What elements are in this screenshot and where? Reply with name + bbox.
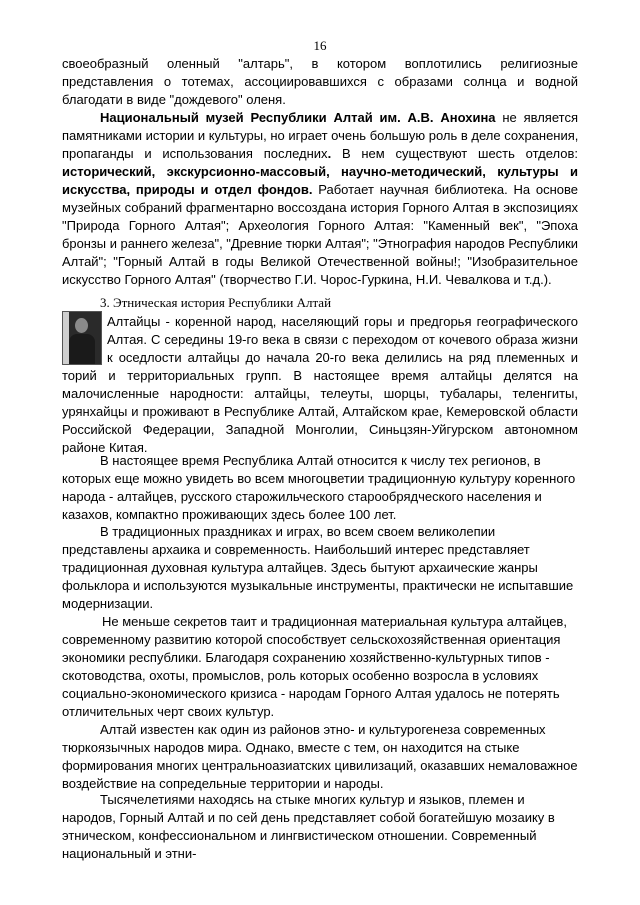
text-line: искусства, природы и отдел фондов. Работает научная библиотека. На основе xyxy=(62,182,579,197)
text-line: Тысячелетиями находясь на стыке многих культур и языков, племен и xyxy=(100,792,525,807)
text-line: Алтая. С середины 19-го века в связи с переходом от кочевого образа жизни xyxy=(107,332,578,347)
text-line: традиционная духовная культура алтайцев. Здесь бытуют архаические жанры xyxy=(62,560,538,575)
text-line: благодати в виде "дождевого" оленя. xyxy=(62,92,286,107)
museum-name: Национальный музей Республики Алтай им. А.В. Анохина xyxy=(100,110,496,125)
text-line: своеобразный оленный "алтарь", в котором воплотились религиозные xyxy=(62,56,578,71)
text-line: Алтай"; "Горный Алтай в годы Великой Отечественной войны!; "Изобразительное xyxy=(62,254,578,269)
text-line: памятниками истории и культуры, но играет очень большую роль в деле сохранения, xyxy=(62,128,579,143)
paragraph-museum xyxy=(62,109,578,289)
departments-list: исторический, экскурсионно-массовый, научно-методический, культуры и xyxy=(62,164,578,179)
text-line: к оседлости алтайцы до начала 20-го века делились на ряд племенных и xyxy=(107,350,578,365)
paragraph-altar xyxy=(62,55,578,109)
text-line: формирования многих центральноазиатских цивилизаций, оказавших немаловажное xyxy=(62,758,578,773)
text-line: модернизации. xyxy=(62,596,154,611)
paragraph-mosaic xyxy=(62,791,578,863)
paragraph-ethnic-history xyxy=(62,313,578,457)
text-line: социально-экономического кризиса - народам Горного Алтая удалось не потерять xyxy=(62,686,560,701)
text-line xyxy=(62,163,578,181)
text-line: которых еще можно увидеть во всем многоцветии традиционную культуру коренного xyxy=(62,471,576,486)
paragraph-material-culture xyxy=(62,613,578,721)
text-line: воздействие на сопредельные территории и народы. xyxy=(62,776,384,791)
text-line: урянхайцы и проживают в Республике Алтай, Алтайском крае, Кемеровской области xyxy=(62,404,578,419)
text-line: Не меньше секретов таит и традиционная материальная культура алтайцев, xyxy=(102,614,567,629)
text-line: районе Китая. xyxy=(62,440,148,455)
text-line: скотоводства, охоты, промыслов, роль которых особенно возросла в условиях xyxy=(62,668,539,683)
page-number: 16 xyxy=(313,38,327,53)
text-line: экономики республики. Благодаря сохранению хозяйственно-культурных типов - xyxy=(62,650,550,665)
text-line: современному развитию которой способствует сельскохозяйственная ориентация xyxy=(62,632,561,647)
text-line: Российской Федерации, Западной Монголии, Синьцзян-Уйгурском автономном xyxy=(62,422,578,437)
paragraph-ethnogenesis xyxy=(62,721,578,793)
text-line: отличительных черт своих культур. xyxy=(62,704,275,719)
text-line: пропаганды и использования последних. В нем существуют шесть отделов: xyxy=(62,146,578,161)
paragraph-holidays xyxy=(62,523,578,613)
text-line: Национальный музей Республики Алтай им. А.В. Анохина не является xyxy=(100,110,578,125)
text-line: народов, Горный Алтай и по сей день представляет собой богатейшую мозаику в xyxy=(62,810,555,825)
text-line: народа - алтайцев, русского старожильческого старообрядческого населения и xyxy=(62,489,542,504)
text-line: Алтай известен как один из районов этно- и культурогенеза современных xyxy=(100,722,546,737)
text-line: казахов, компактно проживающих здесь более 100 лет. xyxy=(62,507,397,522)
text-line: искусство Горного Алтая" (творчество Г.И. Чорос-Гуркина, Н.И. Чевалкова и т.д.). xyxy=(62,272,552,287)
text-line: В традиционных праздниках и играх, во всем своем великолепии xyxy=(100,524,496,539)
text-line: национальный и этни- xyxy=(62,846,197,861)
text-line: представления о тотемах, ассоциировавшихся с образами солнца и водной xyxy=(62,74,578,89)
text-line: малочисленные народности: алтайцы, телеуты, шорцы, тубалары, теленгиты, xyxy=(62,386,578,401)
text-line: "Природа Горного Алтая"; Археология Горного Алтая: "Каменный век", "Эпоха xyxy=(62,218,578,233)
text-line: Алтайцы - коренной народ, населяющий горы и предгорья географического xyxy=(107,314,578,329)
text-line: тюркоязычных народов мира. Однако, вместе с тем, он находится на стыке xyxy=(62,740,520,755)
section-heading: 3. Этническая история Республики Алтай xyxy=(100,295,332,310)
text-line: фольклора и используются музыкальные инструменты, практически не испытавшие xyxy=(62,578,574,593)
text-line: музейных собраний фрагментарно воссоздана история Горного Алтая в экспозициях xyxy=(62,200,578,215)
text-line: бронзы и раннего железа", "Древние тюрки Алтая"; "Этнография народов Республики xyxy=(62,236,578,251)
paragraph-region-culture xyxy=(62,452,578,524)
text-line: торий и территориальных групп. В настоящее время алтайцы делятся на xyxy=(62,368,578,383)
text-line: этническом, конфессиональном и лингвистическом отношении. Современный xyxy=(62,828,537,843)
text-line: представлены архаика и современность. Наибольший интерес представляет xyxy=(62,542,530,557)
text-line: В настоящее время Республика Алтай относится к числу тех регионов, в xyxy=(100,453,541,468)
